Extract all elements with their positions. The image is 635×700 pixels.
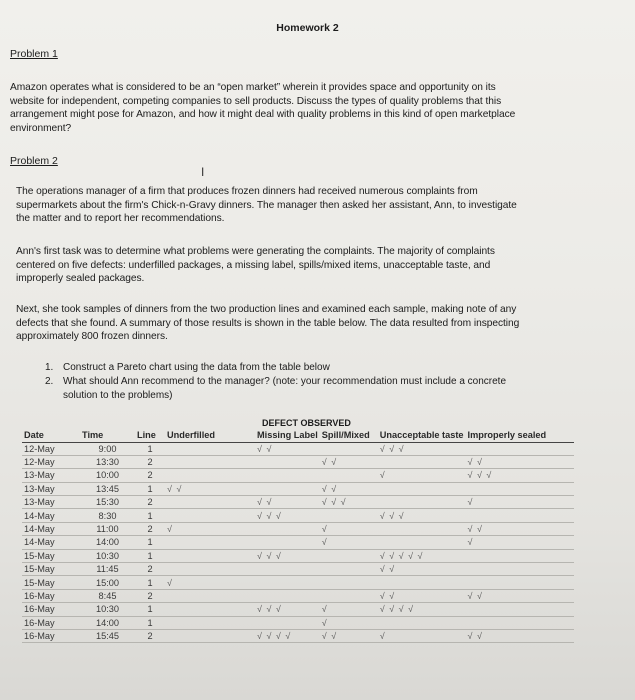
cell-underfilled <box>165 536 255 549</box>
cell-line: 1 <box>135 536 165 549</box>
cell-underfilled <box>165 469 255 482</box>
col-sealed-header: Improperly sealed <box>466 428 574 442</box>
problem2-line: Next, she took samples of dinners from the two production lines and examined each sample, making note of any <box>16 304 517 315</box>
cell-missing-label: √ √ <box>255 496 320 509</box>
cell-line: 2 <box>135 469 165 482</box>
cell-taste: √ √ √ √ √ <box>378 549 466 562</box>
table-row <box>22 496 574 509</box>
cell-sealed <box>466 563 574 576</box>
cell-date: 15-May <box>22 549 80 562</box>
cell-underfilled <box>165 589 255 602</box>
problem2-paragraph-1 <box>16 185 606 226</box>
cell-date: 14-May <box>22 536 80 549</box>
cell-date: 15-May <box>22 576 80 589</box>
cell-taste <box>378 455 466 468</box>
cell-time: 10:30 <box>80 549 135 562</box>
cell-missing-label: √ √ <box>255 442 320 455</box>
cell-line: 2 <box>135 496 165 509</box>
table-row <box>22 536 574 549</box>
cell-line: 1 <box>135 576 165 589</box>
cell-line: 2 <box>135 563 165 576</box>
cell-time: 11:45 <box>80 563 135 576</box>
cell-missing-label <box>255 469 320 482</box>
cell-date: 16-May <box>22 589 80 602</box>
cell-underfilled: √ √ <box>165 482 255 495</box>
cell-spill-mixed: √ <box>320 616 378 629</box>
cell-spill-mixed: √ √ <box>320 629 378 642</box>
cell-taste: √ √ √ <box>378 442 466 455</box>
cell-underfilled <box>165 496 255 509</box>
cell-underfilled <box>165 509 255 522</box>
cell-sealed: √ <box>466 536 574 549</box>
cell-taste: √ <box>378 469 466 482</box>
text-cursor-icon: I <box>201 165 205 179</box>
table-row <box>22 563 574 576</box>
col-taste-header: Unacceptable taste <box>378 428 466 442</box>
cell-spill-mixed: √ √ √ <box>320 496 378 509</box>
table-row <box>22 576 574 589</box>
problem2-line: The operations manager of a firm that produces frozen dinners had received numerous complaints from <box>16 186 478 197</box>
cell-time: 15:30 <box>80 496 135 509</box>
cell-date: 16-May <box>22 603 80 616</box>
col-line-header: Line <box>135 428 165 442</box>
problem2-paragraph-2 <box>16 245 606 286</box>
cell-missing-label: √ √ √ <box>255 509 320 522</box>
cell-spill-mixed <box>320 576 378 589</box>
problem1-line: environment? <box>10 122 72 134</box>
cell-taste <box>378 522 466 535</box>
cell-date: 13-May <box>22 496 80 509</box>
task-item <box>45 361 585 375</box>
cell-underfilled <box>165 563 255 576</box>
cell-line: 2 <box>135 589 165 602</box>
cell-time: 8:30 <box>80 509 135 522</box>
cell-date: 13-May <box>22 482 80 495</box>
cell-date: 14-May <box>22 509 80 522</box>
cell-time: 11:00 <box>80 522 135 535</box>
cell-time: 14:00 <box>80 536 135 549</box>
cell-sealed <box>466 442 574 455</box>
cell-line: 1 <box>135 616 165 629</box>
task-text: solution to the problems) <box>63 390 173 401</box>
col-date-header: Date <box>22 428 80 442</box>
cell-missing-label <box>255 455 320 468</box>
defects-table <box>22 428 574 643</box>
cell-taste: √ <box>378 629 466 642</box>
table-row <box>22 549 574 562</box>
problem2-line: defects that she found. A summary of those results is shown in the table below. The data resulted from inspecting <box>16 317 520 329</box>
cell-missing-label: √ √ √ √ <box>255 629 320 642</box>
problem1-line: Amazon operates what is considered to be an “open market” wherein it provides space and opportunity on its <box>10 82 496 93</box>
cell-missing-label <box>255 536 320 549</box>
cell-line: 1 <box>135 603 165 616</box>
table-row <box>22 629 574 642</box>
cell-line: 2 <box>135 629 165 642</box>
problem2-paragraph-3 <box>16 303 606 344</box>
cell-time: 13:45 <box>80 482 135 495</box>
cell-date: 13-May <box>22 469 80 482</box>
table-row <box>22 603 574 616</box>
table-row <box>22 455 574 468</box>
problem2-line: the matter and to report her recommendations. <box>16 213 225 225</box>
cell-line: 1 <box>135 442 165 455</box>
cell-taste: √ √ √ √ <box>378 603 466 616</box>
problem1-heading: Problem 1 <box>10 48 58 60</box>
cell-time: 10:30 <box>80 603 135 616</box>
cell-sealed: √ √ <box>466 589 574 602</box>
cell-taste <box>378 616 466 629</box>
cell-missing-label <box>255 589 320 602</box>
task-item <box>45 375 585 389</box>
problem1-line: arrangement might pose for Amazon, and how it might deal with quality problems in this kind of open marketplace <box>10 109 516 121</box>
col-spill-mixed-header: Spill/Mixed <box>320 428 378 442</box>
cell-spill-mixed <box>320 442 378 455</box>
cell-missing-label <box>255 616 320 629</box>
col-time-header: Time <box>80 428 135 442</box>
cell-spill-mixed <box>320 589 378 602</box>
cell-sealed <box>466 616 574 629</box>
cell-time: 15:00 <box>80 576 135 589</box>
cell-line: 1 <box>135 482 165 495</box>
cell-taste <box>378 576 466 589</box>
task-number <box>45 389 63 403</box>
task-number: 1. <box>45 362 54 373</box>
cell-sealed: √ <box>466 496 574 509</box>
table-header-row <box>22 428 574 442</box>
cell-sealed <box>466 603 574 616</box>
cell-sealed <box>466 549 574 562</box>
cell-spill-mixed: √ <box>320 536 378 549</box>
cell-sealed: √ √ <box>466 629 574 642</box>
cell-line: 1 <box>135 509 165 522</box>
cell-time: 14:00 <box>80 616 135 629</box>
cell-spill-mixed <box>320 549 378 562</box>
col-underfilled-header: Underfilled <box>165 428 255 442</box>
cell-spill-mixed: √ <box>320 522 378 535</box>
cell-taste <box>378 496 466 509</box>
cell-taste <box>378 536 466 549</box>
cell-underfilled <box>165 442 255 455</box>
cell-sealed: √ √ <box>466 522 574 535</box>
cell-missing-label: √ √ √ <box>255 549 320 562</box>
cell-underfilled: √ <box>165 522 255 535</box>
problem1-text <box>10 81 600 135</box>
cell-spill-mixed: √ √ <box>320 455 378 468</box>
task-item <box>45 389 585 403</box>
cell-taste: √ √ <box>378 589 466 602</box>
cell-sealed <box>466 482 574 495</box>
cell-date: 16-May <box>22 616 80 629</box>
cell-time: 10:00 <box>80 469 135 482</box>
col-missing-label-header: Missing Label <box>255 428 320 442</box>
problem2-line: approximately 800 frozen dinners. <box>16 331 168 343</box>
table-row <box>22 616 574 629</box>
cell-underfilled <box>165 549 255 562</box>
cell-underfilled: √ <box>165 576 255 589</box>
task-number: 2. <box>45 376 54 387</box>
cell-sealed: √ √ √ <box>466 469 574 482</box>
cell-time: 9:00 <box>80 442 135 455</box>
cell-missing-label: √ √ √ <box>255 603 320 616</box>
cell-missing-label <box>255 482 320 495</box>
cell-time: 8:45 <box>80 589 135 602</box>
task-text: Construct a Pareto chart using the data from the table below <box>63 362 330 373</box>
table-row <box>22 482 574 495</box>
defect-observed-header: DEFECT OBSERVED <box>262 418 351 428</box>
cell-spill-mixed <box>320 509 378 522</box>
task-list <box>45 361 585 403</box>
cell-underfilled <box>165 629 255 642</box>
cell-date: 14-May <box>22 522 80 535</box>
table-row <box>22 589 574 602</box>
cell-date: 15-May <box>22 563 80 576</box>
table-row <box>22 469 574 482</box>
cell-date: 12-May <box>22 455 80 468</box>
cell-missing-label <box>255 576 320 589</box>
cell-line: 1 <box>135 549 165 562</box>
cell-taste: √ √ <box>378 563 466 576</box>
cell-sealed <box>466 509 574 522</box>
cell-line: 2 <box>135 455 165 468</box>
problem1-line: website for independent, competing companies to sell products. Discuss the types of quality problems that this <box>10 95 502 107</box>
problem2-heading: Problem 2 <box>10 155 58 167</box>
cell-time: 15:45 <box>80 629 135 642</box>
problem2-line: improperly sealed packages. <box>16 273 145 285</box>
problem2-line: centered on five defects: underfilled packages, a missing label, spills/mixed items, unacceptable taste, and <box>16 259 491 271</box>
problem2-line: Ann's first task was to determine what problems were generating the complaints. The majority of complaints <box>16 246 495 257</box>
page-title: Homework 2 <box>276 22 339 34</box>
cell-line: 2 <box>135 522 165 535</box>
cell-taste: √ √ √ <box>378 509 466 522</box>
cell-underfilled <box>165 603 255 616</box>
cell-underfilled <box>165 616 255 629</box>
table-row <box>22 442 574 455</box>
cell-spill-mixed: √ √ <box>320 482 378 495</box>
cell-missing-label <box>255 522 320 535</box>
problem2-line: supermarkets about the firm's Chick-n-Gravy dinners. The manager then asked her assistant, Ann, to investigate <box>16 199 517 211</box>
table-row <box>22 509 574 522</box>
cell-missing-label <box>255 563 320 576</box>
cell-date: 12-May <box>22 442 80 455</box>
cell-time: 13:30 <box>80 455 135 468</box>
cell-date: 16-May <box>22 629 80 642</box>
table-row <box>22 522 574 535</box>
cell-sealed: √ √ <box>466 455 574 468</box>
cell-underfilled <box>165 455 255 468</box>
task-text: What should Ann recommend to the manager? (note: your recommendation must include a concrete <box>63 376 507 387</box>
cell-taste <box>378 482 466 495</box>
cell-spill-mixed <box>320 563 378 576</box>
cell-spill-mixed: √ <box>320 603 378 616</box>
cell-spill-mixed <box>320 469 378 482</box>
cell-sealed <box>466 576 574 589</box>
